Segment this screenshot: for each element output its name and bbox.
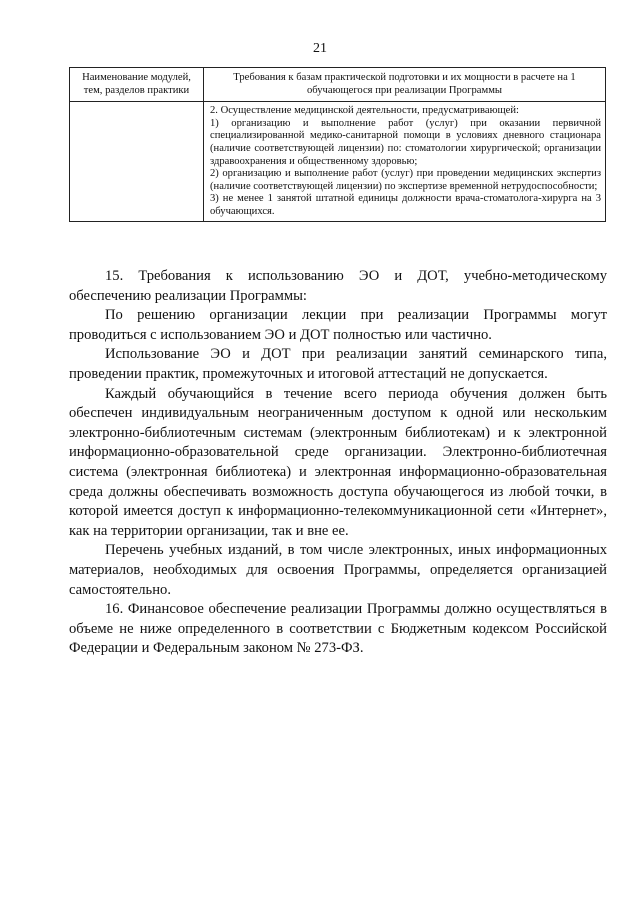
- requirement-item: 2) организацию и выполнение работ (услуг) при проведении медицинских экспертиз (наличие соответствующей лицензии) по экспертизе временной нетрудоспособности;: [210, 168, 601, 192]
- paragraph: Каждый обучающийся в течение всего периода обучения должен быть обеспечен индивидуальным неограниченным доступом к одной или нескольким электронно-библиотечным системам (электронным библиотекам) и к электронной информационно-образовательной среде организации. Электронно-библиотечная система (электронная библиотека) и электронная информационно-образовательная среда должны обеспечивать возможность доступа обучающегося из любой точки, в которой имеется доступ к информационно-телекоммуникационной сети «Интернет», как на территории организации, так и вне ее.: [69, 385, 607, 539]
- table-cell-requirements: [204, 102, 606, 221]
- body-text: [69, 267, 607, 659]
- page-number: 21: [313, 41, 327, 56]
- table-cell-modules-empty: [70, 102, 204, 221]
- paragraph-section-15: 15. Требования к использованию ЭО и ДОТ, учебно-методическому обеспечению реализации Программы:: [69, 268, 607, 304]
- paragraph: По решению организации лекции при реализации Программы могут проводиться с использованием ЭО и ДОТ полностью или частично.: [69, 307, 607, 343]
- requirements-table: [69, 67, 606, 222]
- requirement-item: 2. Осуществление медицинской деятельности, предусматривающей:: [210, 105, 519, 117]
- table-header-modules: Наименование модулей, тем, разделов практики: [70, 68, 204, 102]
- requirement-item: 3) не менее 1 занятой штатной единицы должности врача-стоматолога-хирурга на 3 обучающихся.: [210, 193, 601, 217]
- table-row: [70, 102, 606, 221]
- paragraph: Использование ЭО и ДОТ при реализации занятий семинарского типа, проведении практик, промежуточных и итоговой аттестаций не допускается.: [69, 346, 607, 382]
- table-header-requirements: Требования к базам практической подготовки и их мощности в расчете на 1 обучающегося при реализации Программы: [204, 68, 606, 102]
- paragraph: Перечень учебных изданий, в том числе электронных, иных информационных материалов, необходимых для освоения Программы, определяется организацией самостоятельно.: [69, 542, 607, 598]
- paragraph-section-16: 16. Финансовое обеспечение реализации Программы должно осуществляться в объеме не ниже определенного в соответствии с Бюджетным кодексом Российской Федерации и Федеральным законом № 273-ФЗ.: [69, 601, 607, 657]
- requirement-item: 1) организацию и выполнение работ (услуг) при оказании первичной специализированной медико-санитарной помощи в условиях дневного стационара (наличие соответствующей лицензии) по: стоматологии хирургической; организации здравоохранения и общественному здоровью;: [210, 117, 601, 167]
- table-header-row: [70, 68, 606, 102]
